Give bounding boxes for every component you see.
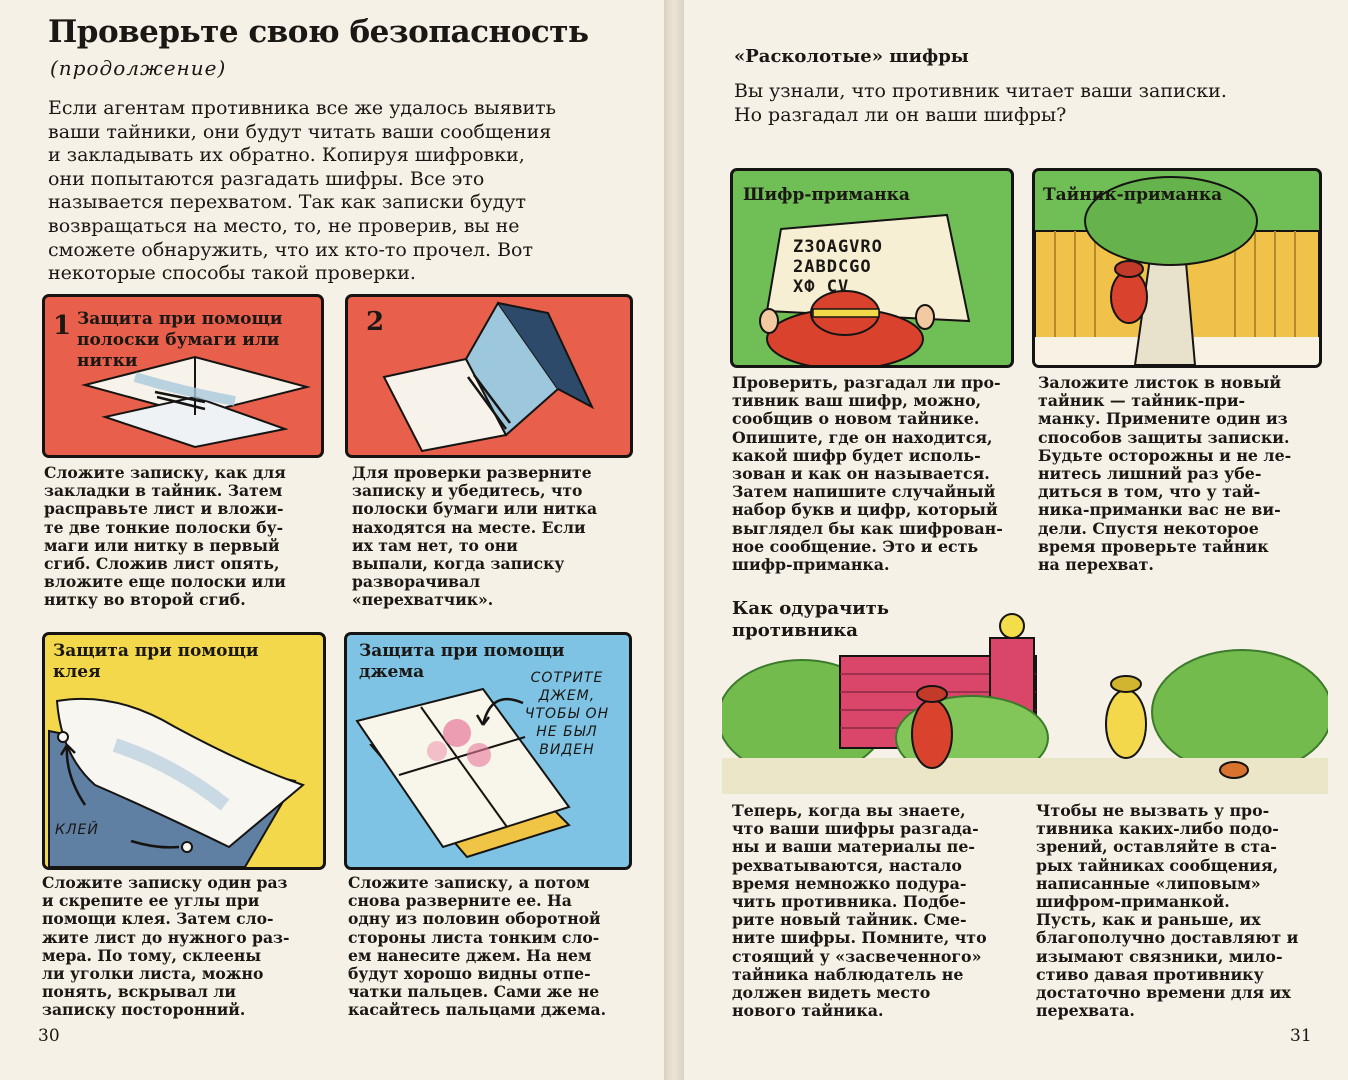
caption-line: и скрепите ее углы при — [42, 891, 260, 911]
panel-check-strip-caption — [352, 464, 632, 610]
cipher-code-line: Z3OAGVRO — [793, 237, 883, 257]
caption-line: изымают связники, мило- — [1036, 946, 1283, 966]
intro-line: Вы узнали, что противник читает ваши записки. — [734, 80, 1227, 102]
caption-line: зрений, оставляйте в ста- — [1036, 837, 1277, 857]
panel-heading: Шифр-приманка — [743, 185, 910, 205]
caption-line: Пусть, как и раньше, их — [1036, 910, 1261, 930]
caption-line: жите лист до нужного раз- — [42, 927, 290, 947]
caption-line: какой шифр будет исполь- — [732, 445, 981, 465]
caption-line: ли уголки листа, можно — [42, 964, 264, 984]
caption-line: ное сообщение. Это и есть — [732, 536, 979, 556]
caption-line: Проверить, разгадал ли про- — [732, 373, 1001, 392]
page-subtitle: (продолжение) — [50, 56, 227, 80]
caption-line: тайник — тайник-при- — [1038, 391, 1246, 411]
caption-line: нитку во второй сгиб. — [44, 590, 246, 610]
intro-line: возвращаться на место, то, не проверив, вы не — [48, 214, 520, 237]
trick-heading-line: Как одурачить — [732, 598, 889, 619]
caption-line: достаточно времени для их — [1036, 983, 1291, 1003]
caption-line: вложите еще полоски или — [44, 572, 286, 592]
panel-check-strip-illustration — [348, 297, 630, 455]
caption-line: маги или нитку в первый — [44, 535, 280, 555]
caption-line: дели. Спустя некоторое — [1038, 518, 1259, 538]
caption-line: касайтесь пальцами джема. — [348, 1000, 607, 1020]
caption-line: будут хорошо видны отпе- — [348, 964, 591, 984]
caption-line: чатки пальцев. Сами же не — [348, 982, 600, 1002]
caption-line: снова разверните ее. На — [348, 891, 572, 911]
trick-illustration — [722, 608, 1328, 794]
panel-heading: Тайник-приманка — [1043, 185, 1223, 205]
panel-heading-line: Защита при помощи — [77, 309, 283, 329]
caption-line: сгиб. Сложив лист опять, — [44, 554, 280, 574]
caption-line: Опишите, где он находится, — [732, 427, 993, 447]
caption-line: записку и убедитесь, что — [352, 481, 583, 501]
page-number-right: 31 — [1290, 1026, 1312, 1046]
panel-decoy-cache — [1032, 168, 1322, 368]
caption-line: Сложите записку, как для — [44, 463, 286, 482]
caption-line: выглядел бы как шифрован- — [732, 518, 1003, 538]
panel-heading-line: Защита при помощи — [359, 641, 565, 661]
caption-line: мера. По тому, склеены — [42, 945, 261, 965]
caption-line: сообщив о новом тайнике. — [732, 409, 980, 429]
panel-jam — [344, 632, 632, 870]
intro-paragraph — [48, 97, 638, 286]
panel-heading-line: нитки — [77, 351, 138, 371]
caption-line: Чтобы не вызвать у про- — [1036, 801, 1270, 820]
panel-jam-caption — [348, 874, 638, 1020]
intro-line: Но разгадал ли он ваши шифры? — [734, 103, 1067, 126]
caption-line: должен видеть место — [732, 983, 931, 1003]
panel-glue — [42, 632, 326, 870]
caption-line: стиво давая противнику — [1036, 964, 1264, 984]
caption-line: понять, вскрывал ли — [42, 982, 236, 1002]
caption-line: время проверьте тайник — [1038, 536, 1269, 556]
jam-label — [517, 669, 617, 759]
caption-line: ника-приманки вас не ви- — [1038, 500, 1281, 520]
caption-line: Сложите записку, а потом — [348, 873, 590, 892]
caption-line: написанные «липовым» — [1036, 873, 1261, 893]
caption-line: нового тайника. — [732, 1001, 884, 1021]
caption-line: ем нанесите джем. На нем — [348, 945, 592, 965]
caption-line: что ваши шифры разгада- — [732, 819, 979, 839]
caption-line: Будьте осторожны и не ле- — [1038, 445, 1292, 465]
caption-line: Заложите листок в новый — [1038, 373, 1282, 392]
intro-line: называется перехватом. Так как записки будут — [48, 191, 527, 214]
cipher-code-line: XФ CV — [793, 277, 850, 297]
caption-line: на перехват. — [1038, 555, 1154, 575]
page-title: Проверьте свою безопасность — [48, 14, 589, 50]
caption-line: расправьте лист и вложи- — [44, 499, 284, 519]
caption-line: Сложите записку один раз — [42, 873, 288, 892]
caption-line: зован и как он называется. — [732, 464, 990, 484]
caption-line: стоящий у «засвеченного» — [732, 946, 982, 966]
caption-line: тайника наблюдатель не — [732, 964, 964, 984]
panel-paper-strip-caption — [44, 464, 324, 610]
intro-line: и закладывать их обратно. Копируя шифровки, — [48, 144, 525, 167]
caption-line: способов защиты записки. — [1038, 427, 1290, 447]
caption-line: рых тайниках сообщения, — [1036, 855, 1279, 875]
section-title: «Расколотые» шифры — [734, 46, 969, 67]
caption-line: стороны листа тонким сло- — [348, 927, 600, 947]
caption-line: ны и ваши материалы пе- — [732, 837, 975, 857]
caption-line: диться в том, что у тай- — [1038, 482, 1261, 502]
caption-line: «перехватчик». — [352, 590, 494, 610]
caption-line: разворачивал — [352, 572, 481, 592]
panel-decoy-cipher — [730, 168, 1014, 368]
panel-heading-line: джема — [359, 662, 425, 682]
caption-line: набор букв и цифр, который — [732, 500, 998, 520]
caption-line: выпали, когда записку — [352, 554, 565, 574]
right-intro-paragraph — [734, 80, 1314, 127]
caption-line: манку. Примените один из — [1038, 409, 1288, 429]
intro-line: ваши тайники, они будут читать ваши сообщения — [48, 120, 552, 143]
caption-line: шифр-приманка. — [732, 555, 890, 575]
intro-line: некоторые способы такой проверки. — [48, 262, 416, 285]
panel-heading — [77, 309, 283, 372]
trick-right-text — [1036, 802, 1332, 1020]
jam-label-line: ВИДЕН — [539, 742, 595, 758]
panel-heading — [53, 641, 259, 683]
caption-line: тивника каких-либо подо- — [1036, 819, 1279, 839]
jam-label-line: ДЖЕМ, — [538, 688, 596, 704]
caption-line: рите новый тайник. Сме- — [732, 910, 967, 930]
caption-line: Затем напишите случайный — [732, 482, 996, 502]
glue-label: КЛЕЙ — [55, 822, 99, 838]
caption-line: время немножко подура- — [732, 873, 967, 893]
book-gutter — [664, 0, 684, 1080]
caption-line: рехватываются, настало — [732, 855, 962, 875]
panel-check-strip — [345, 294, 633, 458]
panel-heading-line: Защита при помощи — [53, 641, 259, 661]
caption-line: ните шифры. Помните, что — [732, 928, 987, 948]
intro-line: Если агентам противника все же удалось выявить — [48, 97, 556, 119]
caption-line: Для проверки разверните — [352, 463, 592, 482]
caption-line: полоски бумаги или нитка — [352, 499, 598, 519]
caption-line: чить противника. Подбе- — [732, 892, 966, 912]
caption-line: перехвата. — [1036, 1001, 1135, 1021]
intro-line: сможете обнаружить, что их кто-то прочел. Вот — [48, 238, 534, 261]
caption-line: те две тонкие полоски бу- — [44, 517, 284, 537]
panel-number: 2 — [366, 307, 385, 337]
jam-label-line: ЧТОБЫ ОН — [524, 706, 610, 722]
caption-line: Теперь, когда вы знаете, — [732, 801, 966, 820]
caption-line: их там нет, то они — [352, 535, 518, 555]
caption-line: находятся на месте. Если — [352, 517, 586, 537]
caption-line: одну из половин оборотной — [348, 909, 601, 929]
panel-paper-strip — [42, 294, 324, 458]
caption-line: закладки в тайник. Затем — [44, 481, 283, 501]
caption-line: благополучно доставляют и — [1036, 928, 1299, 948]
caption-line: тивник ваш шифр, можно, — [732, 391, 982, 411]
intro-line: они попытаются разгадать шифры. Все это — [48, 167, 485, 190]
trick-left-text — [732, 802, 1024, 1020]
jam-label-line: СОТРИТЕ — [530, 670, 604, 686]
page-number-left: 30 — [38, 1026, 60, 1046]
panel-decoy-cipher-caption — [732, 374, 1022, 574]
caption-line: записку посторонний. — [42, 1000, 246, 1020]
caption-line: нитесь лишний раз убе- — [1038, 464, 1262, 484]
caption-line: помощи клея. Затем сло- — [42, 909, 274, 929]
panel-number: 1 — [53, 311, 72, 341]
panel-glue-caption — [42, 874, 327, 1020]
panel-heading-line: полоски бумаги или — [77, 330, 280, 350]
panel-heading-line: клея — [53, 662, 101, 682]
cipher-code-line: 2ABDCGO — [793, 257, 872, 277]
caption-line: шифром-приманкой. — [1036, 892, 1230, 912]
panel-decoy-cache-caption — [1038, 374, 1328, 574]
jam-label-line: НЕ БЫЛ — [536, 724, 598, 740]
trick-heading-line: противника — [732, 620, 858, 641]
cipher-code — [793, 237, 883, 297]
